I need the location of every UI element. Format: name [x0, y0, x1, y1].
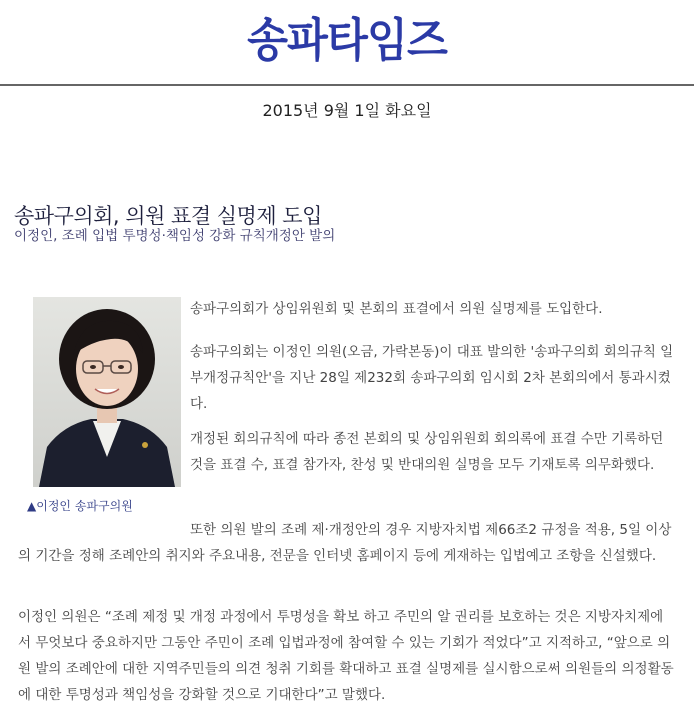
masthead-divider — [0, 84, 694, 86]
article-paragraph: 개정된 회의규칙에 따라 종전 본회의 및 상임위원회 회의록에 표결 수만 기록하던 것을 표결 수, 표결 참가자, 찬성 및 반대의원 실명을 모두 기재토록 의무화했다. — [190, 431, 664, 473]
masthead — [0, 0, 694, 86]
article-paragraph: 또한 의원 발의 조례 제·개정안의 경우 지방자치법 제66조2 규정을 적용, 5일 이상의 기간을 정해 조례안의 취지와 주요내용, 전문을 인터넷 홈페이지 등에 게재하는 입법예고 조항을 신설했다. — [18, 522, 672, 564]
councillor-photo — [33, 297, 181, 487]
portrait-image — [33, 297, 181, 487]
article-paragraph: 송파구의회가 상임위원회 및 본회의 표결에서 의원 실명제를 도입한다. — [190, 301, 603, 317]
article-headline: 송파구의회, 의원 표결 실명제 도입 — [14, 204, 322, 228]
article-paragraph: 이정인 의원은 “조례 제정 및 개정 과정에서 투명성을 확보 하고 주민의 알 권리를 보호하는 것은 지방자치제에서 무엇보다 중요하지만 그동안 주민이 조례 입법과정에 참여할 수 있는 기회가 적었다”고 지적하고, “앞으로 의원 발의 조례안에 대한 지역주민들의 의견 청취 기회를 확대하고 표결 실명제를 실시함으로써 의원들의 의정활동에 대한 투명성과 책임성을 강화할 것으로 기대한다”고 말했다. — [18, 609, 674, 703]
photo-caption: ▲이정인 송파구의원 — [27, 499, 133, 513]
newspaper-logo[interactable]: 송파타임즈 — [247, 13, 447, 67]
article-paragraph: 송파구의회는 이정인 의원(오금, 가락본동)이 대표 발의한 '송파구의회 회의규칙 일부개정규칙안'을 지난 28일 제232회 송파구의회 임시회 2차 본회의에서 통과시켰다. — [190, 344, 674, 412]
issue-date: 2015년 9월 1일 화요일 — [262, 101, 432, 120]
article-subheadline: 이정인, 조례 입법 투명성·책임성 강화 규칙개정안 발의 — [14, 228, 336, 244]
